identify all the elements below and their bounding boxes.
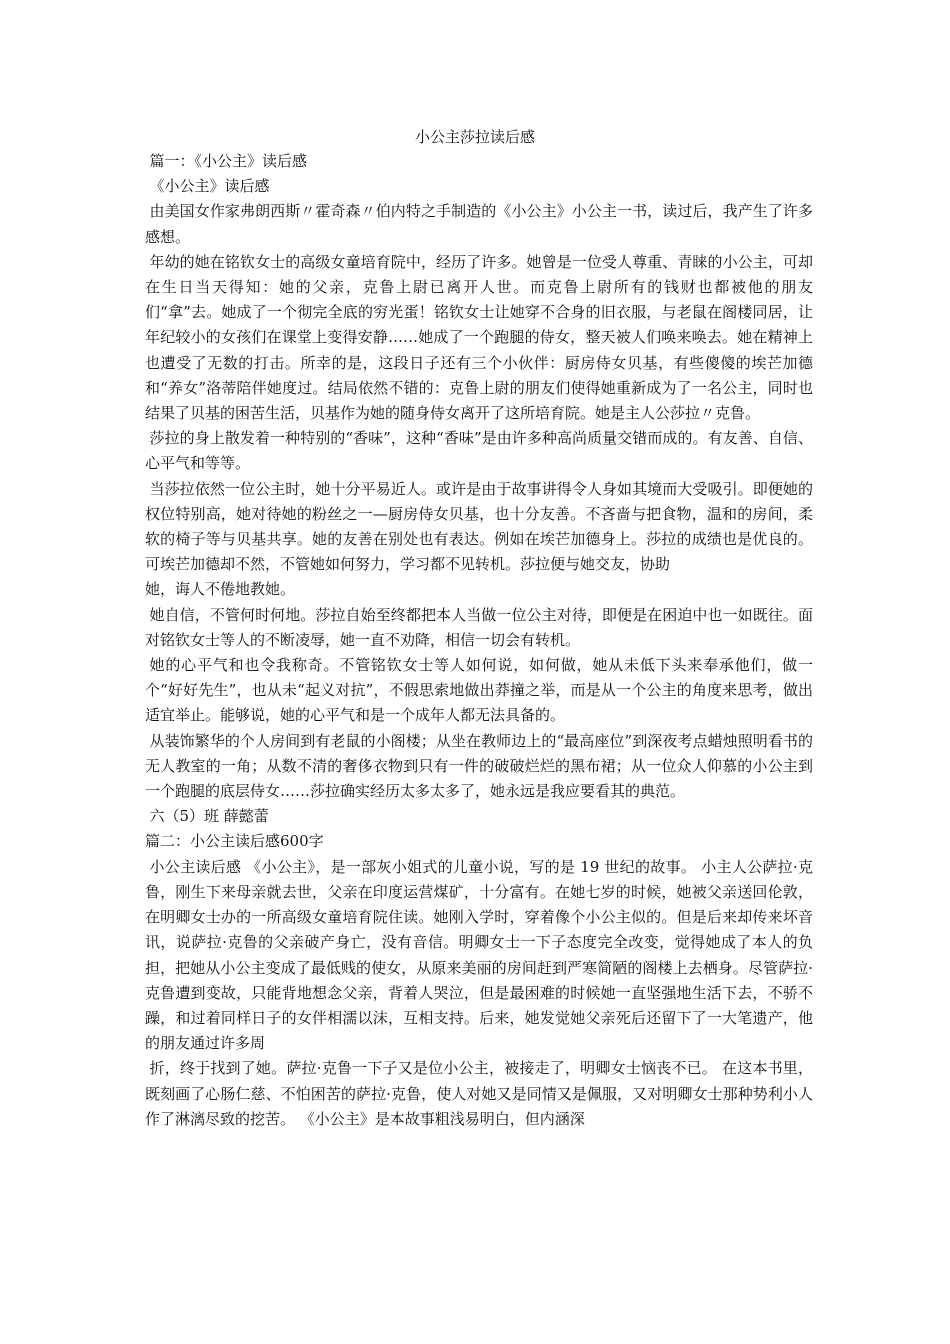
document-body — [145, 149, 813, 1132]
paragraph: 她，诲人不倦地教她。 — [145, 580, 296, 599]
author-line: 六（5）班 薛懿蕾 — [149, 807, 269, 826]
paragraph: 由美国女作家弗朗西斯〃霍奇森〃伯内特之手制造的《小公主》小公主一书，读过后，我产生了许多感想。 — [145, 202, 813, 246]
paragraph: 年幼的她在铭钦女士的高级女童培育院中，经历了许多。她曾是一位受人尊重、青睐的小公主，可却在生日当天得知：她的父亲，克鲁上尉已离开人世。而克鲁上尉所有的钱财也都被他的朋友们“拿”去。她成了一个彻完全底的穷光蛋！铭钦女士让她穿不合身的旧衣服，与老鼠在阁楼同居，让年纪较小的女孩们在课堂上变得安静……她成了一个跑腿的侍女，整天被人们唤来唤去。她在精神上也遭受了无数的打击。所幸的是，这段日子还有三个小伙伴：厨房侍女贝基，有些傻傻的埃芒加德和“养女”洛蒂陪伴她度过。结局依然不错的：克鲁上尉的朋友们使得她重新成为了一名公主，同时也结果了贝基的困苦生活，贝基作为她的随身侍女离开了这所培育院。她是主人公莎拉〃克鲁。 — [145, 252, 813, 423]
paragraph: 折，终于找到了她。萨拉·克鲁一下子又是位小公主，被接走了，明卿女士恼丧不已。 在这本书里，既刻画了心肠仁慈、不怕困苦的萨拉·克鲁，使人对她又是同情又是佩服，又对明卿女士那种势利小人作了淋漓尽致的挖苦。 《小公主》是本故事粗浅易明白，但内涵深 — [145, 1059, 813, 1128]
paragraph: 从装饰繁华的个人房间到有老鼠的小阁楼；从坐在教师边上的“最高座位”到深夜考点蜡烛照明看书的无人教室的一角；从数不清的奢侈衣物到只有一件的破破烂烂的黑布裙；从一位众人仰慕的小公主到一个跑腿的底层侍女……莎拉确实经历太多太多了，她永远是我应要看其的典范。 — [145, 731, 813, 801]
paragraph: 她的心平气和也令我称奇。不管铭钦女士等人如何说，如何做，她从未低下头来奉承他们，做一个“好好先生”，也从未“起义对抗”，不假思索地做出莽撞之举，而是从一个公主的角度来思考，做出适宜举止。能够说，她的心平气和是一个成年人都无法具备的。 — [145, 656, 813, 725]
paragraph: 当莎拉依然一位公主时，她十分平易近人。或许是由于故事讲得令人身如其境而大受吸引。即便她的权位特别高，她对待她的粉丝之一—厨房侍女贝基，也十分友善。不吝啬与把食物，温和的房间，柔软的椅子等与贝基共享。她的友善在别处也有表达。例如在埃芒加德身上。莎拉的成绩也是优良的。可埃芒加德却不然，不管她如何努力，学习都不见转机。莎拉便与她交友，协助 — [145, 479, 813, 574]
section-heading: 篇一：《小公主》读后感 — [149, 152, 308, 170]
paragraph: 小公主读后感 《小公主》，是一部灰小姐式的儿童小说，写的是 19 世纪的故事。 小主人公萨拉·克鲁，刚生下来母亲就去世，父亲在印度运营煤矿，十分富有。在她七岁的时候，她被父亲送回伦敦，在明卿女士办的一所高级女童培育院住读。她刚入学时，穿着像个小公主似的。但是后来却传来坏音讯，说萨拉·克鲁的父亲破产身亡，没有音信。明卿女士一下子态度完全改变，觉得她成了本人的负担，把她从小公主变成了最低贱的使女，从原来美丽的房间赶到严寒简陋的阁楼上去栖身。尽管萨拉·克鲁遭到变故，只能背地想念父亲，背着人哭泣，但是最困难的时候她一直坚强地生活下去，不骄不躁，和过着同样日子的女伴相濡以沫，互相支持。后来，她发觉她父亲死后还留下了一大笔遗产，他的朋友通过许多周 — [145, 857, 813, 1053]
document-title: 小公主莎拉读后感 — [414, 128, 535, 146]
section-subheading: 《小公主》读后感 — [149, 177, 270, 196]
paragraph: 她自信，不管何时何地。莎拉自始至终都把本人当做一位公主对待，即便是在困迫中也一如既往。面对铭钦女士等人的不断凌辱，她一直不劝降，相信一切会有转机。 — [145, 605, 813, 649]
paragraph: 莎拉的身上散发着一种特别的“香味”，这种“香味”是由许多种高尚质量交错而成的。有友善、自信、心平气和等等。 — [145, 429, 813, 473]
section-heading: 篇二：小公主读后感600字 — [145, 832, 324, 851]
